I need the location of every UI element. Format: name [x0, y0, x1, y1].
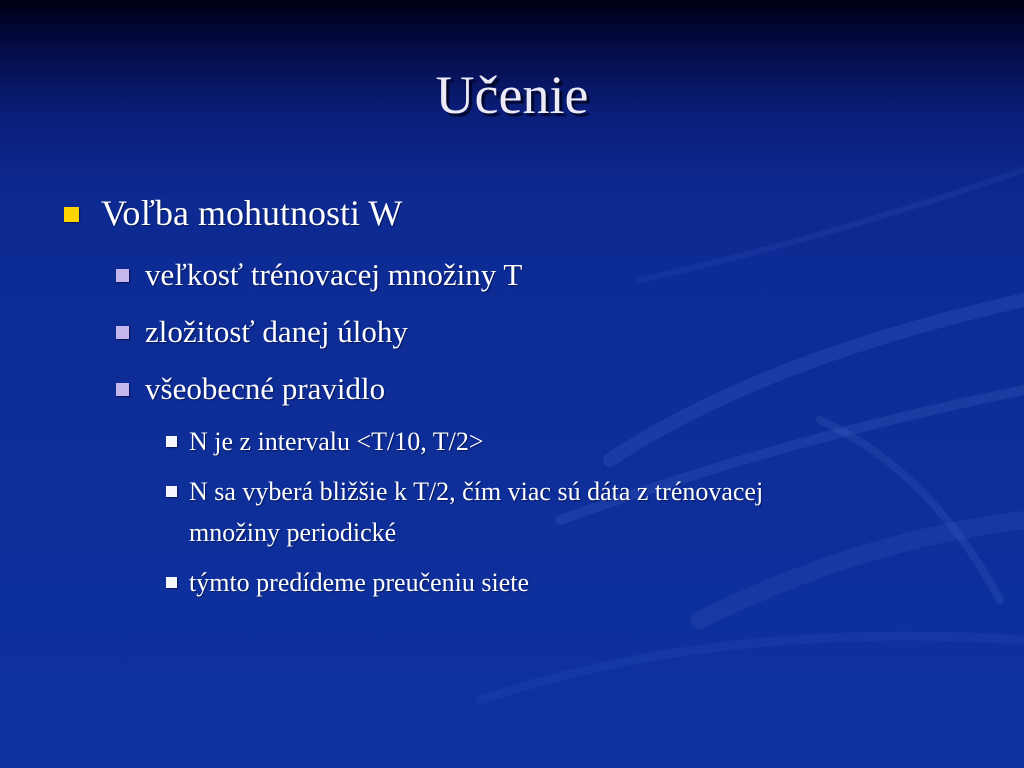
lavender-square-bullet-icon: [116, 383, 129, 396]
white-square-bullet-icon: [166, 577, 177, 588]
bullet-text: týmto predídeme preučeniu siete: [189, 568, 530, 597]
lavender-square-bullet-icon: [116, 326, 129, 339]
bullet-text: zložitosť danej úlohy: [145, 314, 408, 349]
white-square-bullet-icon: [166, 486, 177, 497]
bullet-text: Voľba mohutnosti W: [101, 193, 403, 233]
swoosh-1: [610, 300, 1024, 460]
lavender-square-bullet-icon: [116, 269, 129, 282]
bullet-text: všeobecné pravidlo: [145, 371, 386, 406]
swoosh-5: [480, 636, 1024, 700]
bullet-text: N je z intervalu <T/10, T/2>: [189, 427, 484, 456]
bullet-text-line-1: N sa vyberá bližšie k T/2, čím viac sú dáta z trénovacej: [189, 477, 764, 506]
yellow-square-bullet-icon: [64, 207, 79, 222]
white-square-bullet-icon: [166, 436, 177, 447]
swoosh-6: [640, 170, 1024, 280]
bullet-text-line-2: množiny periodické: [189, 518, 397, 547]
swoosh-4: [820, 420, 1000, 600]
bullet-text: veľkosť trénovacej množiny T: [145, 257, 523, 292]
slide-title: Učenie: [435, 65, 589, 125]
swoosh-3: [700, 520, 1024, 620]
